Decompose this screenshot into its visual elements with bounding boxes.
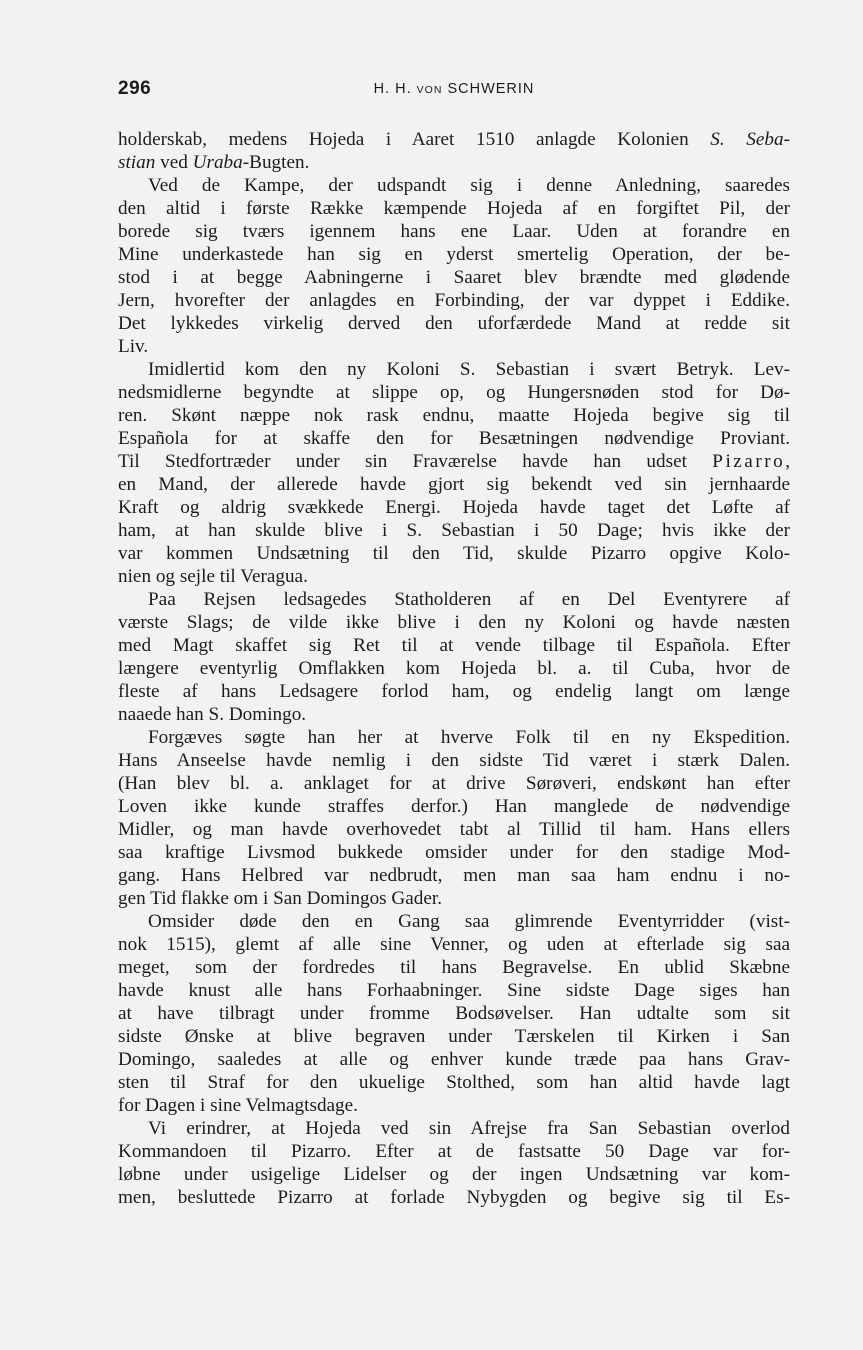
text-run: holderskab, medens Hojeda i Aaret 1510 anlagde Kolonien <box>118 129 711 150</box>
page-number: 296 <box>118 78 152 99</box>
text-line: ren. Skønt næppe nok rask endnu, maatte Hojeda begive sig til <box>118 405 790 426</box>
text-line: stod i at begge Aabningerne i Saaret blev brændte med glødende <box>118 267 790 288</box>
text-line: Loven ikke kunde straffes derfor.) Han manglede de nødvendige <box>118 796 790 817</box>
text-line: Omsider døde den en Gang saa glimrende Eventyrridder (vist- <box>148 911 790 932</box>
text-line: Jern, hvorefter der anlagdes en Forbinding, der var dyppet i Eddike. <box>118 290 790 311</box>
text-line: gen Tid flakke om i San Domingos Gader. <box>118 888 443 909</box>
text-line: havde knust alle hans Forhaabninger. Sine sidste Dage siges han <box>118 980 790 1001</box>
text-line: Mine underkastede han sig en yderst smertelig Operation, der be- <box>118 244 790 265</box>
text-line: saa kraftige Livsmod bukkede omsider under for den stadige Mod- <box>118 842 790 863</box>
text-line: den altid i første Række kæmpende Hojeda af en forgiftet Pil, der <box>118 198 790 219</box>
text-line: fleste af hans Ledsagere forlod ham, og endelig langt om længe <box>118 681 790 702</box>
text-line: Liv. <box>118 336 149 357</box>
text-line: Ved de Kampe, der udspandt sig i denne Anledning, saaredes <box>148 175 790 196</box>
author-initials: H. H. <box>373 81 412 97</box>
text-line <box>118 450 790 473</box>
text-line: Paa Rejsen ledsagedes Statholderen af en Del Eventyrere af <box>148 589 790 610</box>
text-line: Imidlertid kom den ny Koloni S. Sebastian i svært Betryk. Lev- <box>148 359 790 380</box>
text-line: med Magt skaffet sig Ret til at vende tilbage til Española. Efter <box>118 635 790 656</box>
text-run: ved <box>155 152 193 173</box>
text-line <box>118 128 790 151</box>
text-line: nedsmidlerne begyndte at slippe op, og Hungersnøden stod for Dø- <box>118 382 790 403</box>
text-line: nok 1515), glemt af alle sine Venner, og uden at efterlade sig saa <box>118 934 790 955</box>
page-header <box>118 78 790 106</box>
text-run: , <box>785 451 790 472</box>
running-head <box>118 81 790 97</box>
text-line: Domingo, saaledes at alle og enhver kunde træde paa hans Grav- <box>118 1049 790 1070</box>
text-line: Det lykkedes virkelig derved den uforfærdede Mand at redde sit <box>118 313 790 334</box>
text-run: -Bugten. <box>242 152 310 173</box>
text-line: sten til Straf for den ukuelige Stolthed, som han altid havde lagt <box>118 1072 790 1093</box>
author-surname: SCHWERIN <box>447 81 535 97</box>
author-particle: VON <box>416 84 443 96</box>
text-line: for Dagen i sine Velmagtsdage. <box>118 1095 358 1116</box>
text-line: længere eventyrlig Omflakken kom Hojeda bl. a. til Cuba, hvor de <box>118 658 790 679</box>
text-line: nien og sejle til Veragua. <box>118 566 308 587</box>
text-run: Til Stedfortræder under sin Fraværelse havde han udset <box>118 451 713 472</box>
text-line: at have tilbragt under fromme Bodsøvelser. Han udtalte som sit <box>118 1003 790 1024</box>
text-line: ham, at han skulde blive i S. Sebastian i 50 Dage; hvis ikke der <box>118 520 790 541</box>
text-line: værste Slags; de vilde ikke blive i den ny Koloni og havde næsten <box>118 612 790 633</box>
text-line: borede sig tværs igennem hans ene Laar. Uden at forandre en <box>118 221 790 242</box>
text-line: (Han blev bl. a. anklaget for at drive Sørøveri, endskønt han efter <box>118 773 790 794</box>
text-line: Española for at skaffe den for Besætningen nødvendige Proviant. <box>118 428 790 449</box>
text-line: løbne under usigelige Lidelser og der ingen Undsætning var kom- <box>118 1164 790 1185</box>
spaced-name: Pizarro <box>712 451 786 472</box>
text-line: Midler, og man havde overhovedet tabt al Tillid til ham. Hans ellers <box>118 819 790 840</box>
text-line: Kraft og aldrig svækkede Energi. Hojeda havde taget det Løfte af <box>118 497 790 518</box>
text-line: naaede han S. Domingo. <box>118 704 307 725</box>
italic-text: stian <box>118 152 156 173</box>
text-line: meget, som der fordredes til hans Begravelse. En ublid Skæbne <box>118 957 790 978</box>
text-line: Vi erindrer, at Hojeda ved sin Afrejse fra San Sebastian overlod <box>148 1118 790 1139</box>
text-line: var kommen Undsætning til den Tid, skulde Pizarro opgive Kolo- <box>118 543 790 564</box>
text-line <box>118 151 790 174</box>
text-line: Kommandoen til Pizarro. Efter at de fastsatte 50 Dage var for- <box>118 1141 790 1162</box>
text-line: en Mand, der allerede havde gjort sig bekendt ved sin jernhaarde <box>118 474 790 495</box>
body-text <box>118 128 790 1209</box>
italic-text: S. Seba- <box>710 129 790 150</box>
text-line: Forgæves søgte han her at hverve Folk til en ny Ekspedition. <box>148 727 790 748</box>
text-line: gang. Hans Helbred var nedbrudt, men man saa ham endnu i no- <box>118 865 790 886</box>
text-line: Hans Anseelse havde nemlig i den sidste Tid været i stærk Dalen. <box>118 750 790 771</box>
italic-text: Uraba <box>192 152 243 173</box>
text-line: sidste Ønske at blive begraven under Tærskelen til Kirken i San <box>118 1026 790 1047</box>
text-line: men, besluttede Pizarro at forlade Nybygden og begive sig til Es- <box>118 1187 790 1208</box>
